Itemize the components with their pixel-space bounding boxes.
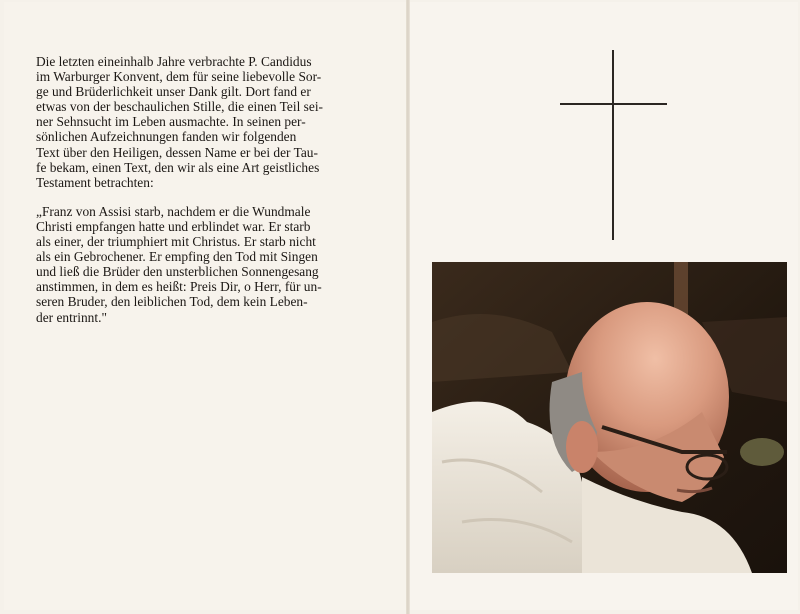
cross-horizontal-bar [560,103,667,105]
paragraph-biography: Die letzten eineinhalb Jahre verbrachte P. Candidus im Warburger Konvent, dem für seine liebevolle Sor- ge und Brüderlichkeit unser Dank gilt. Dort fand er etwas von der beschaulichen Stille, die einen Teil sei- ner Sehnsucht im Leben ausmachte. In seinen per- sönlichen Aufzeichnungen fanden wir folgenden Text über den Heiligen, dessen Name er bei der Tau- fe bekam, einen Text, den wir als eine Art geistliches Testament betrachten: [36,54,323,190]
portrait-photo-icon [432,262,787,573]
cross-vertical-bar [612,50,614,240]
paragraph-quote: „Franz von Assisi starb, nachdem er die Wundmale Christi empfangen hatte und erblindet war. Er starb als einer, der triumphiert mit Christus. Er starb nicht als ein Gebrochener. Er empfing den Tod mit Singen und ließ die Brüder den unsterblichen Sonnengesang anstimmen, in dem es heißt: Preis Dir, o Herr, für un- seren Bruder, den leiblichen Tod, dem kein Leben- der entrinnt." [36,203,322,325]
memorial-text [36,54,362,339]
